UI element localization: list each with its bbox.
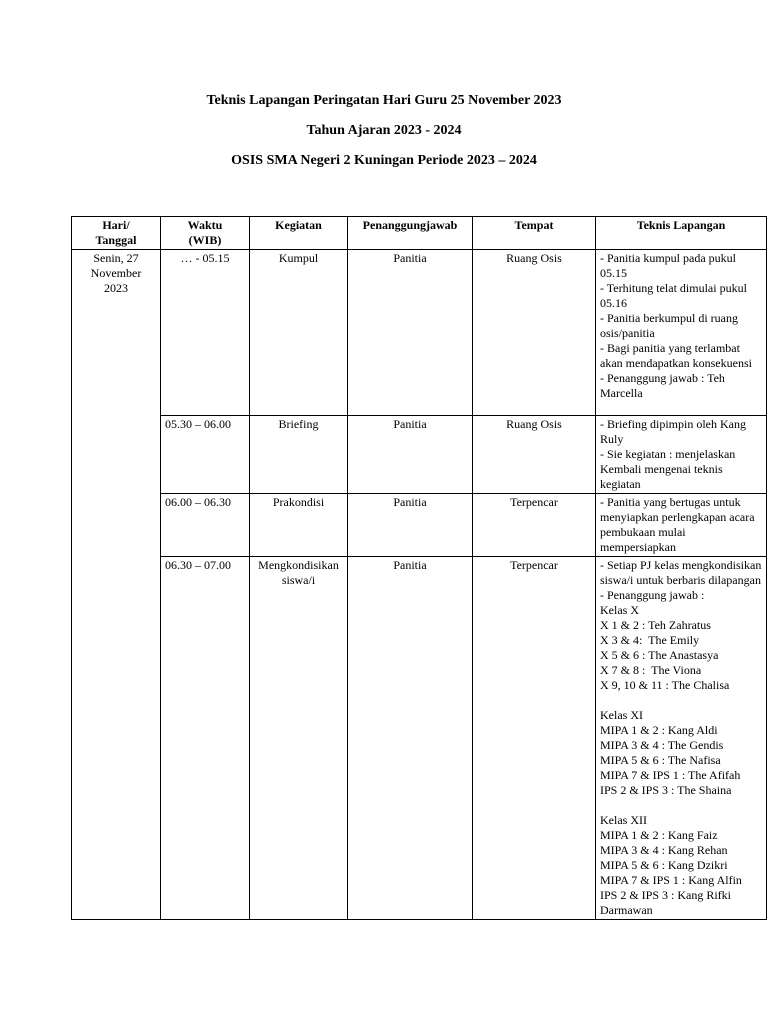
table-header-row bbox=[72, 217, 767, 250]
organization-title: OSIS SMA Negeri 2 Kuningan Periode 2023 – 2024 bbox=[231, 153, 537, 168]
waktu-cell: 05.30 – 06.00 bbox=[161, 416, 250, 494]
table-row bbox=[72, 557, 767, 920]
document-title: Teknis Lapangan Peringatan Hari Guru 25 November 2023 bbox=[206, 93, 562, 108]
teknis-cell: - Panitia kumpul pada pukul 05.15 - Terhitung telat dimulai pukul 05.16 - Panitia berkumpul di ruang osis/panitia - Bagi panitia yang terlambat akan mendapatkan konsekuensi - Penanggung jawab : Teh Marcella bbox=[596, 250, 767, 416]
kegiatan-cell: Briefing bbox=[250, 416, 348, 494]
schedule-table bbox=[71, 216, 767, 920]
kegiatan-cell: Mengkondisikan siswa/i bbox=[250, 557, 348, 920]
teknis-cell: - Setiap PJ kelas mengkondisikan siswa/i untuk berbaris dilapangan - Penanggung jawab : Kelas X X 1 & 2 : Teh Zahratus X 3 & 4: The Emily X 5 & 6 : The Anastasya X 7 & 8 : The Viona X 9, 10 & 11 : The Chalisa Kelas XI MIPA 1 & 2 : Kang Aldi MIPA 3 & 4 : The Gendis MIPA 5 & 6 : The Nafisa MIPA 7 & IPS 1 : The Afifah IPS 2 & IPS 3 : The Shaina Kelas XII MIPA 1 & 2 : Kang Faiz MIPA 3 & 4 : Kang Rehan MIPA 5 & 6 : Kang Dzikri MIPA 7 & IPS 1 : Kang Alfin IPS 2 & IPS 3 : Kang Rifki Darmawan bbox=[596, 557, 767, 920]
penanggungjawab-cell: Panitia bbox=[348, 250, 473, 416]
header-tempat: Tempat bbox=[473, 217, 596, 250]
document-header bbox=[0, 92, 768, 182]
academic-year-title: Tahun Ajaran 2023 - 2024 bbox=[306, 123, 462, 138]
header-teknis-lapangan: Teknis Lapangan bbox=[596, 217, 767, 250]
penanggungjawab-cell: Panitia bbox=[348, 494, 473, 557]
waktu-cell: 06.00 – 06.30 bbox=[161, 494, 250, 557]
teknis-cell: - Briefing dipimpin oleh Kang Ruly - Sie kegiatan : menjelaskan Kembali mengenai teknis kegiatan bbox=[596, 416, 767, 494]
waktu-cell: 06.30 – 07.00 bbox=[161, 557, 250, 920]
header-penanggungjawab: Penanggungjawab bbox=[348, 217, 473, 250]
header-waktu: Waktu (WIB) bbox=[161, 217, 250, 250]
kegiatan-cell: Kumpul bbox=[250, 250, 348, 416]
header-hari-tanggal: Hari/ Tanggal bbox=[72, 217, 161, 250]
table-row bbox=[72, 416, 767, 494]
header-kegiatan: Kegiatan bbox=[250, 217, 348, 250]
tempat-cell: Ruang Osis bbox=[473, 416, 596, 494]
tempat-cell: Terpencar bbox=[473, 494, 596, 557]
tempat-cell: Terpencar bbox=[473, 557, 596, 920]
kegiatan-cell: Prakondisi bbox=[250, 494, 348, 557]
waktu-cell: … - 05.15 bbox=[161, 250, 250, 416]
penanggungjawab-cell: Panitia bbox=[348, 557, 473, 920]
table-row bbox=[72, 494, 767, 557]
table-row bbox=[72, 250, 767, 416]
teknis-cell: - Panitia yang bertugas untuk menyiapkan perlengkapan acara pembukaan mulai mempersiapkan bbox=[596, 494, 767, 557]
tempat-cell: Ruang Osis bbox=[473, 250, 596, 416]
day-cell: Senin, 27 November 2023 bbox=[72, 250, 161, 920]
penanggungjawab-cell: Panitia bbox=[348, 416, 473, 494]
